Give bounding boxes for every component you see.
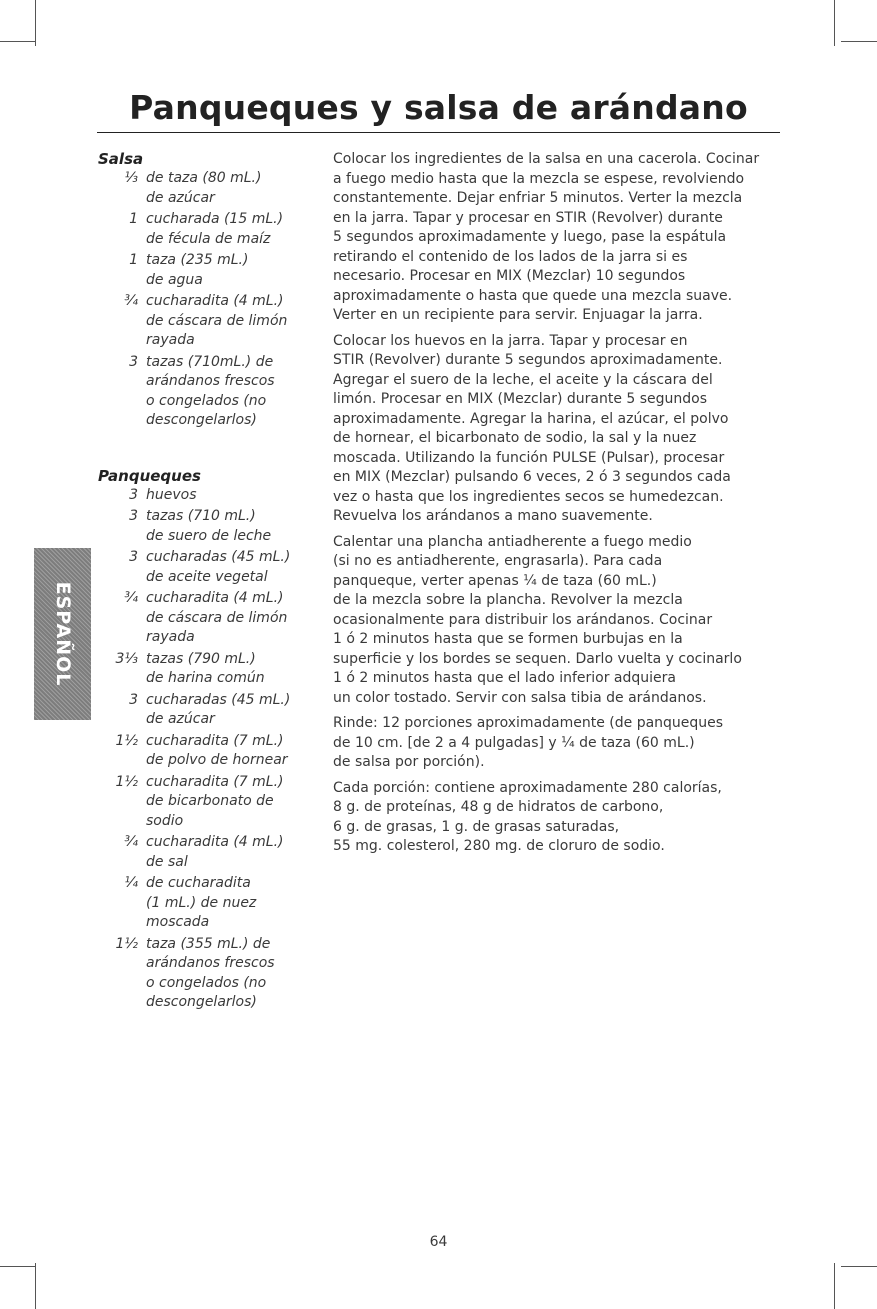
ingredient-row (98, 507, 313, 546)
ingredient-description: cucharadas (45 mL.) de azúcar (146, 691, 291, 727)
instruction-paragraph: Calentar una plancha antiadherente a fuego medio (si no es antiadherente, engrasarla). Para cada panqueque, verter apenas ¼ de taza (60 mL.) de la mezcla sobre la plancha. Revolver la mezcla ocasionalmente para distribuir los arándanos. Cocinar 1 ó 2 minutos hasta que se formen burbujas en la superficie y los bordes se sequen. Darlo vuelta y cocinarlo 1 ó 2 minutos hasta que el lado inferior adquiera un color tostado. Servir con salsa tibia de arándanos. (333, 533, 742, 706)
ingredient-row (98, 486, 313, 506)
ingredient-row (98, 251, 313, 290)
crop-mark (0, 41, 36, 42)
instruction-paragraph: Rinde: 12 porciones aproximadamente (de panqueques de 10 cm. [de 2 a 4 pulgadas] y ¼ de taza (60 mL.) de salsa por porción). (333, 715, 724, 770)
instructions-column (333, 150, 788, 863)
ingredient-quantity: 3 (129, 549, 138, 565)
ingredient-description: cucharada (15 mL.) de fécula de maíz (146, 211, 284, 247)
ingredient-row (98, 353, 313, 431)
ingredient-quantity: ¾ (124, 590, 138, 606)
salsa-ingredient-list (98, 169, 313, 431)
language-tab (34, 548, 91, 720)
ingredient-row (98, 773, 313, 832)
ingredient-row (98, 732, 313, 771)
ingredient-quantity: ¾ (124, 834, 138, 850)
ingredient-description: taza (235 mL.) de agua (146, 252, 249, 288)
page-number: 64 (429, 1234, 448, 1250)
ingredient-quantity: 1½ (115, 773, 138, 790)
ingredient-quantity: ¾ (124, 293, 138, 309)
ingredients-column (98, 150, 313, 1015)
ingredient-row (98, 935, 313, 1013)
instruction-paragraph: Colocar los huevos en la jarra. Tapar y procesar en STIR (Revolver) durante 5 segundos aproximadamente. Agregar el suero de la leche, el aceite y la cáscara del limón. Procesar en MIX (Mezclar) durante 5 segundos aproximadamente. Agregar la harina, el azúcar, el polvo de hornear, el bicarbonato de sodio, la sal y la nuez moscada. Utilizando la función PULSE (Pulsar), procesar en MIX (Mezclar) pulsando 6 veces, 2 ó 3 segundos cada vez o hasta que los ingredientes secos se humedezcan. Revuelva los arándanos a mano suavemente. (333, 332, 731, 524)
instruction-paragraph: Cada porción: contiene aproximadamente 280 calorías, 8 g. de proteínas, 48 g de hidratos de carbono, 6 g. de grasas, 1 g. de grasas saturadas, 55 mg. colesterol, 280 mg. de cloruro de sodio. (333, 779, 722, 854)
ingredient-quantity: ⅓ (124, 170, 138, 186)
ingredient-row (98, 292, 313, 351)
ingredient-description: cucharadita (7 mL.) de bicarbonato de sodio (146, 773, 284, 829)
crop-mark (0, 1266, 36, 1267)
salsa-heading: Salsa (98, 150, 144, 168)
page-title: Panqueques y salsa de arándano (129, 88, 748, 127)
ingredient-row (98, 169, 313, 208)
ingredient-description: cucharadita (7 mL.) de polvo de hornear (146, 732, 288, 768)
ingredient-quantity: 1 (129, 252, 138, 268)
ingredient-row (98, 210, 313, 249)
ingredient-quantity: 3 (129, 353, 138, 370)
instruction-paragraph: Colocar los ingredientes de la salsa en una cacerola. Cocinar a fuego medio hasta que la mezcla se espese, revolviendo constantemente. Dejar enfriar 5 minutos. Verter la mezcla en la jarra. Tapar y procesar en STIR (Revolver) durante 5 segundos aproximadamente y luego, pase la espátula retirando el contenido de los lados de la jarra si es necesario. Procesar en MIX (Mezclar) 10 segundos aproximadamente o hasta que quede una mezcla suave. Verter en un recipiente para servir. Enjuagar la jarra. (333, 151, 760, 323)
language-tab-label: ESPAÑOL (51, 581, 74, 687)
ingredient-description: de cucharadita (1 mL.) de nuez moscada (146, 875, 257, 930)
crop-mark (834, 1263, 835, 1309)
ingredient-row (98, 691, 313, 730)
ingredient-quantity: 1½ (115, 732, 138, 749)
ingredient-description: tazas (790 mL.) de harina común (146, 650, 265, 686)
ingredient-row (98, 650, 313, 689)
ingredient-quantity: 3⅓ (115, 650, 138, 667)
crop-mark (834, 0, 835, 46)
crop-mark (35, 0, 36, 46)
ingredient-quantity: 3 (129, 691, 138, 708)
ingredient-quantity: 1½ (115, 935, 138, 952)
ingredient-description: cucharadita (4 mL.) de cáscara de limón rayada (146, 590, 288, 645)
crop-mark (841, 41, 877, 42)
panqueques-heading: Panqueques (98, 466, 201, 485)
ingredient-quantity: 1 (129, 211, 138, 227)
ingredient-description: tazas (710mL.) de arándanos frescos o congelados (no descongelarlos) (146, 353, 275, 428)
ingredient-quantity: 3 (129, 486, 138, 503)
crop-mark (35, 1263, 36, 1309)
ingredient-row (98, 548, 313, 587)
ingredient-quantity: 3 (129, 508, 138, 524)
ingredient-description: tazas (710 mL.) de suero de leche (146, 508, 272, 544)
ingredient-row (98, 589, 313, 648)
ingredient-row (98, 833, 313, 872)
ingredient-description: cucharadita (4 mL.) de cáscara de limón rayada (146, 293, 288, 348)
ingredient-row (98, 874, 313, 933)
title-rule (97, 132, 780, 133)
crop-mark (841, 1266, 877, 1267)
ingredient-description: de taza (80 mL.) de azúcar (146, 170, 262, 206)
ingredient-description: taza (355 mL.) de arándanos frescos o congelados (no descongelarlos) (146, 935, 275, 1010)
ingredient-description: huevos (146, 486, 197, 503)
panqueques-ingredient-list (98, 486, 313, 1013)
ingredient-description: cucharadas (45 mL.) de aceite vegetal (146, 549, 291, 585)
ingredient-quantity: ¼ (124, 875, 138, 891)
ingredient-description: cucharadita (4 mL.) de sal (146, 834, 284, 870)
